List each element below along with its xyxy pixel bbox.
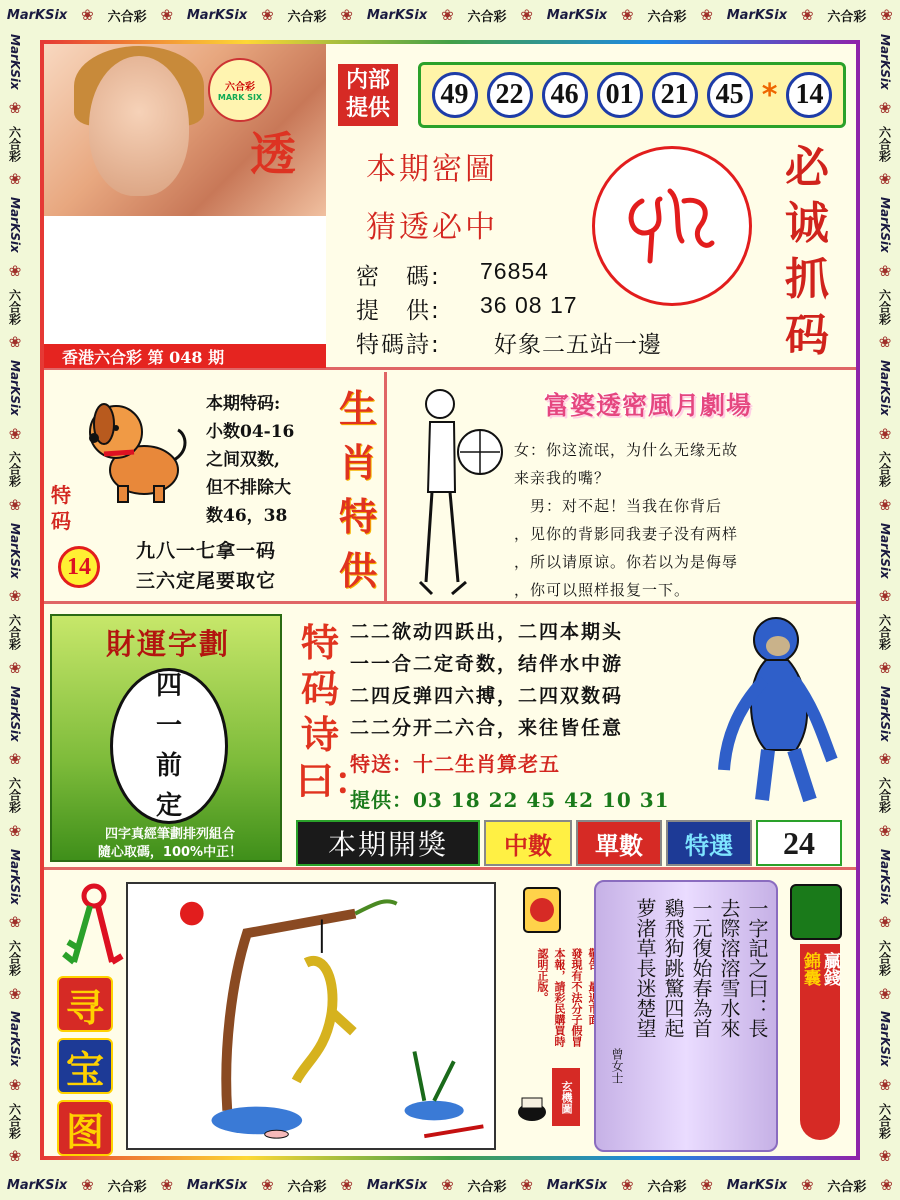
flower-icon: ❀ [878, 1075, 892, 1094]
tesong-line: 特送：十二生肖算老五 [350, 752, 560, 776]
treasure-char-3: 图 [57, 1100, 113, 1156]
logo-bottom-text: MARK SIX [217, 93, 263, 102]
zodiac-hint-line: 小数04-16 [206, 422, 295, 442]
border-brand-text: MarKSix [8, 34, 22, 91]
fortune-footer-line-1: 四字真經筆劃排列組合 [104, 827, 235, 842]
border-lottery-text: 六合彩 [877, 125, 892, 162]
poem-line: 一一合二定奇数，结伴水中游 [350, 653, 624, 675]
jinnang-label-b: 贏錢 [820, 952, 840, 986]
border-bottom [0, 1170, 900, 1200]
oval-char: 一 [155, 711, 182, 741]
flower-icon: ❀ [878, 821, 892, 840]
jinnang-bag [800, 944, 840, 1140]
flower-icon: ❀ [878, 496, 892, 515]
zodiac-section [44, 372, 856, 604]
border-brand-text: MarKSix [8, 360, 22, 416]
treasure-char-1: 寻 [57, 976, 113, 1032]
draw-zhong: 中數 [484, 820, 572, 866]
border-lottery-text: 六合彩 [467, 9, 507, 25]
border-brand-text: MarKSix [878, 34, 892, 91]
money-fist-icon [790, 884, 842, 940]
border-brand-text: MarKSix [8, 197, 22, 253]
border-lottery-text: 六合彩 [7, 614, 22, 651]
flower-icon: ❀ [8, 821, 22, 840]
tigong-line: 提供：03 18 22 45 42 10 31 [350, 788, 670, 812]
border-lottery-text: 六合彩 [647, 1179, 687, 1195]
flower-icon: ❀ [878, 333, 892, 352]
border-lottery-text: 六合彩 [877, 288, 892, 325]
flower-icon: ❀ [8, 424, 22, 443]
scroll-signature: 曾女士 [610, 1048, 624, 1084]
border-brand-text: MarKSix [726, 1177, 788, 1193]
number-ball: 45 [707, 72, 753, 118]
border-lottery-text: 六合彩 [7, 1102, 22, 1139]
section-divider [384, 372, 387, 602]
neibu-badge [338, 64, 398, 126]
provide-value: 36 08 17 [480, 292, 578, 318]
flower-icon: ❀ [800, 6, 814, 24]
keys-icon [54, 882, 126, 972]
border-lottery-text: 六合彩 [287, 9, 327, 25]
border-lottery-text: 六合彩 [877, 939, 892, 976]
hand-icon [514, 1090, 550, 1126]
notice-column: 本報，請彩民購買時 [553, 948, 566, 1047]
lady-figure-icon [400, 382, 510, 602]
treasure-section [44, 872, 856, 1158]
poem-line: 二二欲动四跃出，二四本期头 [350, 621, 624, 643]
poem-lines [350, 616, 623, 744]
provide-label: 提 供: [356, 298, 441, 324]
dialog-line: ，你可以照样报复一下。 [514, 581, 691, 599]
poem-vertical-title: 特码诗曰： [296, 620, 373, 803]
fortune-box [50, 614, 282, 862]
border-lottery-text: 六合彩 [7, 776, 22, 813]
border-brand-text: MarKSix [366, 1177, 428, 1193]
border-brand-text: MarKSix [8, 1011, 22, 1068]
flower-icon: ❀ [8, 333, 22, 352]
tema-number-badge: 14 [58, 546, 100, 588]
border-lottery-text: 六合彩 [107, 9, 147, 25]
border-lottery-text: 六合彩 [877, 1102, 892, 1139]
treasure-char-2: 宝 [57, 1038, 113, 1094]
special-number-ball: 14 [786, 72, 832, 118]
flower-icon: ❀ [878, 984, 892, 1003]
border-lottery-text: 六合彩 [7, 125, 22, 162]
flower-icon: ❀ [261, 1176, 274, 1194]
border-brand-text: MarKSix [878, 848, 892, 905]
scroll-column: 鷄飛狗跳驚四起 [661, 898, 685, 1038]
story-dialog [514, 436, 848, 604]
flower-icon: ❀ [800, 1176, 814, 1194]
treasure-title [54, 976, 116, 1156]
oval-char: 前 [155, 751, 182, 781]
issue-bar: 香港六合彩 第 048 期 [44, 344, 326, 368]
flower-icon: ❀ [878, 913, 892, 932]
bixin-title: 必诚抓码 [785, 142, 829, 361]
zodiac-hints [206, 390, 346, 530]
blank-area [44, 216, 326, 344]
scroll-column: 萝渚草長迷楚望 [633, 898, 657, 1038]
scroll-column: 一字記之曰：長 [745, 898, 769, 1038]
oval-char: 四 [155, 671, 182, 701]
fortune-footer-line-2: 隨心取碼，100%中正！ [97, 845, 243, 860]
notice-text [522, 948, 600, 1047]
border-brand-text: MarKSix [726, 7, 788, 23]
fortune-title: 財運字劃 [105, 627, 230, 661]
fortune-oval [110, 668, 228, 824]
flower-icon: ❀ [8, 913, 22, 932]
logo-top-text: 六合彩 [225, 82, 255, 93]
dialog-line: ，所以请原谅。你若以为是侮辱 [514, 553, 739, 571]
flower-icon: ❀ [878, 98, 892, 117]
dialog-line: 女：你这流氓，为什么无缘无故 [514, 441, 739, 459]
shengxiao-title: 生肖特供 [338, 386, 377, 593]
dialog-line: 来亲我的嘴？ [514, 469, 611, 487]
draw-result-bar [296, 820, 852, 866]
flower-icon: ❀ [8, 496, 22, 515]
draw-te: 特選 [666, 820, 752, 866]
border-brand-text: MarKSix [878, 360, 892, 416]
poem-line: 二四反弹四六搏，二四双数码 [350, 685, 624, 707]
flower-icon: ❀ [8, 984, 22, 1003]
jinnang-label-a: 錦囊 [800, 952, 820, 986]
dialog-line: 男：对不起！当我在你背后 [514, 497, 723, 515]
poem-value: 好象二五站一邊 [494, 331, 662, 357]
photo-face [89, 56, 189, 196]
number-ball: 22 [487, 72, 533, 118]
border-brand-text: MarKSix [8, 685, 22, 742]
flower-icon: ❀ [81, 1176, 94, 1194]
marksix-logo [208, 58, 272, 122]
flower-icon: ❀ [8, 658, 22, 677]
border-brand-text: MarKSix [186, 1177, 248, 1193]
neibu-text: 内部提供 [345, 67, 390, 121]
flower-icon: ❀ [8, 1147, 22, 1166]
flower-icon: ❀ [878, 261, 892, 280]
fortune-section [44, 606, 856, 870]
border-lottery-text: 六合彩 [7, 939, 22, 976]
flower-icon: ❀ [441, 6, 454, 24]
scribble-icon [612, 171, 732, 281]
border-top [0, 0, 900, 30]
notice-column: 發現有不法分子假冒 [570, 948, 583, 1047]
draw-dan: 單數 [576, 820, 662, 866]
border-lottery-text: 六合彩 [467, 1179, 507, 1195]
flower-icon: ❀ [8, 170, 22, 189]
flower-icon: ❀ [621, 1176, 634, 1194]
poem-line: 二二分开二六合，来往皆任意 [350, 717, 624, 739]
border-lottery-text: 六合彩 [827, 1179, 867, 1195]
header-section [44, 44, 856, 370]
monkey-icon [706, 610, 846, 810]
dog-icon [74, 390, 194, 510]
flower-icon: ❀ [8, 261, 22, 280]
border-brand-text: MarKSix [6, 7, 68, 23]
zodiac-hint-line: 之间双数, [206, 450, 280, 470]
border-lottery-text: 六合彩 [7, 451, 22, 488]
flower-icon: ❀ [81, 6, 94, 24]
dialog-line: ，见你的背影同我妻子没有两样 [514, 525, 739, 543]
border-left [0, 30, 30, 1170]
scroll-columns [610, 898, 770, 1128]
separator-star: * [761, 77, 778, 113]
notice-column: 認明正版。 [536, 948, 549, 1003]
number-ball: 01 [597, 72, 643, 118]
fortune-footer [60, 826, 280, 862]
border-lottery-text: 六合彩 [647, 9, 687, 25]
zodiac-hint-line: 数46，38 [206, 506, 288, 526]
flower-icon: ❀ [261, 6, 274, 24]
flower-icon: ❀ [700, 6, 713, 24]
zodiac-bottom-line-2: 三六定尾要取它 [136, 570, 277, 592]
border-lottery-text: 六合彩 [877, 776, 892, 813]
flower-icon: ❀ [160, 6, 174, 24]
code-value: 76854 [480, 258, 549, 284]
flower-icon: ❀ [878, 587, 892, 606]
xuanji-label: 玄機圖 [552, 1068, 580, 1126]
flower-icon: ❀ [878, 750, 892, 769]
winning-numbers [418, 62, 846, 128]
flower-icon: ❀ [8, 98, 22, 117]
flower-icon: ❀ [878, 1147, 892, 1166]
border-lottery-text: 六合彩 [7, 288, 22, 325]
number-ball: 46 [542, 72, 588, 118]
flower-icon: ❀ [441, 1176, 454, 1194]
border-brand-text: MarKSix [878, 1011, 892, 1068]
border-lottery-text: 六合彩 [877, 614, 892, 651]
tou-character: 透 [250, 127, 296, 181]
zodiac-hint-line: 但不排除大 [206, 478, 291, 498]
flower-icon: ❀ [880, 6, 893, 24]
notice-fist-icon [522, 886, 562, 934]
flower-icon: ❀ [8, 1075, 22, 1094]
border-lottery-text: 六合彩 [107, 1179, 147, 1195]
red-stamp [592, 146, 752, 306]
border-brand-text: MarKSix [186, 7, 248, 23]
border-brand-text: MarKSix [878, 685, 892, 742]
border-brand-text: MarKSix [546, 7, 608, 23]
poem-scroll [594, 880, 778, 1152]
border-brand-text: MarKSix [878, 197, 892, 253]
flower-icon: ❀ [520, 1176, 533, 1194]
number-ball: 21 [652, 72, 698, 118]
code-label: 密 碼: [356, 264, 441, 290]
riddle-picture [126, 882, 496, 1150]
border-lottery-text: 六合彩 [877, 451, 892, 488]
oval-char: 定 [155, 791, 182, 821]
border-right [870, 30, 900, 1170]
zodiac-bottom-line-1: 九八一七拿一码 [136, 540, 277, 562]
border-brand-text: MarKSix [366, 7, 428, 23]
story-title: 富婆透密風月劇場 [544, 391, 753, 420]
scroll-column: 去際溶溶雪水來 [717, 898, 741, 1038]
border-lottery-text: 六合彩 [827, 9, 867, 25]
border-brand-text: MarKSix [6, 1177, 68, 1193]
border-brand-text: MarKSix [546, 1177, 608, 1193]
model-photo [44, 44, 326, 216]
flower-icon: ❀ [8, 750, 22, 769]
border-lottery-text: 六合彩 [287, 1179, 327, 1195]
tema-label: 特码 [51, 483, 71, 533]
flower-icon: ❀ [621, 6, 634, 24]
mitu-title: 本期密圖 [366, 152, 498, 187]
draw-title: 本期開獎 [296, 820, 480, 866]
flower-icon: ❀ [340, 6, 353, 24]
flower-icon: ❀ [878, 658, 892, 677]
flower-icon: ❀ [160, 1176, 174, 1194]
flower-icon: ❀ [8, 587, 22, 606]
border-brand-text: MarKSix [8, 848, 22, 905]
mitu-subtitle: 猜透必中 [366, 210, 498, 245]
border-brand-text: MarKSix [8, 522, 22, 579]
border-brand-text: MarKSix [878, 522, 892, 579]
flower-icon: ❀ [700, 1176, 713, 1194]
flower-icon: ❀ [880, 1176, 893, 1194]
zodiac-hint-line: 本期特码: [206, 394, 281, 414]
number-ball: 49 [432, 72, 478, 118]
flower-icon: ❀ [340, 1176, 353, 1194]
flower-icon: ❀ [520, 6, 533, 24]
draw-number: 24 [756, 820, 842, 866]
flower-icon: ❀ [878, 170, 892, 189]
scroll-column: 一元復始春為首 [689, 898, 713, 1038]
poem-label: 特碼詩: [356, 332, 441, 358]
flower-icon: ❀ [878, 424, 892, 443]
